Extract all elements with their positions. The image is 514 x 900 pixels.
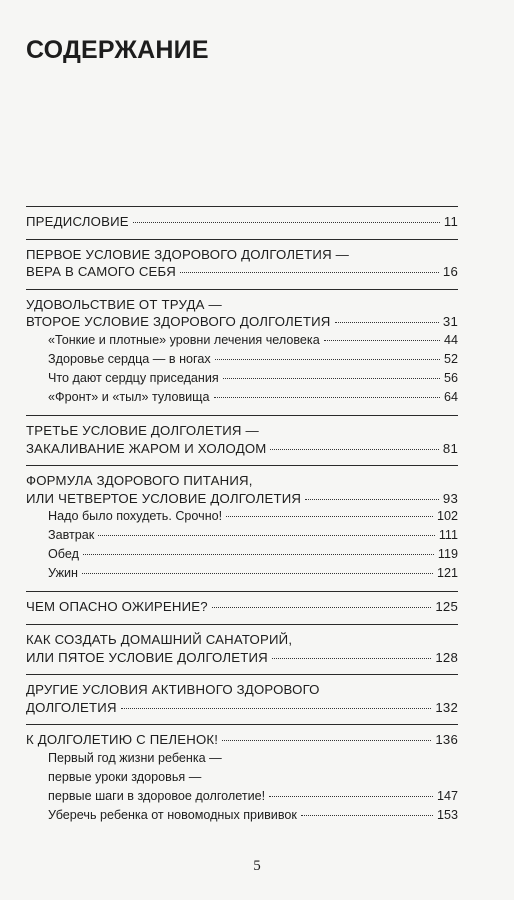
- dot-leader: [335, 322, 439, 323]
- toc-section: [26, 724, 458, 833]
- entry-page: 56: [443, 370, 458, 385]
- dot-leader: [83, 554, 434, 555]
- dot-leader: [214, 397, 440, 398]
- toc-subentry: [26, 388, 458, 407]
- toc-section: [26, 239, 458, 289]
- entry-page: 119: [437, 547, 458, 562]
- toc-section: [26, 465, 458, 591]
- dot-leader: [272, 658, 432, 659]
- entry-page: 52: [443, 351, 458, 366]
- entry-page: 136: [435, 732, 458, 748]
- entry-title: «Тонкие и плотные» уровни лечения человека: [48, 332, 320, 347]
- toc-entry: [26, 699, 458, 717]
- entry-page: 31: [442, 314, 458, 330]
- dot-leader: [98, 535, 435, 536]
- entry-page: 125: [435, 599, 458, 615]
- toc-entry: [26, 598, 458, 616]
- entry-title: ДОЛГОЛЕТИЯ: [26, 699, 117, 715]
- toc-subentry: [26, 331, 458, 350]
- entry-title: ИЛИ ПЯТОЕ УСЛОВИЕ ДОЛГОЛЕТИЯ: [26, 649, 268, 665]
- dot-leader: [226, 516, 433, 517]
- toc-subentry: [26, 507, 458, 526]
- entry-title: Ужин: [48, 566, 78, 581]
- toc-entry: [26, 313, 458, 331]
- entry-page: 153: [436, 807, 458, 822]
- toc-entry: [26, 472, 458, 490]
- entry-title: КАК СОЗДАТЬ ДОМАШНИЙ САНАТОРИЙ,: [26, 631, 293, 647]
- toc-entry: [26, 649, 458, 667]
- toc-entry: [26, 263, 458, 281]
- toc-subentry: [26, 768, 458, 787]
- entry-title: ПРЕДИСЛОВИЕ: [26, 214, 129, 229]
- toc-entry: [26, 731, 458, 749]
- entry-title: ПЕРВОЕ УСЛОВИЕ ЗДОРОВОГО ДОЛГОЛЕТИЯ —: [26, 246, 350, 262]
- entry-page: 44: [443, 332, 458, 347]
- entry-title: ФОРМУЛА ЗДОРОВОГО ПИТАНИЯ,: [26, 473, 253, 489]
- toc-entry: [26, 296, 458, 314]
- entry-title: Обед: [48, 547, 79, 562]
- dot-leader: [121, 708, 432, 709]
- entry-title: Что дают сердцу приседания: [48, 370, 219, 385]
- entry-title: ДРУГИЕ УСЛОВИЯ АКТИВНОГО ЗДОРОВОГО: [26, 682, 320, 698]
- dot-leader: [223, 378, 440, 379]
- toc-section: [26, 289, 458, 415]
- dot-leader: [212, 607, 432, 608]
- page-title: СОДЕРЖАНИЕ: [26, 36, 209, 64]
- entry-title: Уберечь ребенка от новомодных прививок: [48, 807, 297, 822]
- toc-subentry: [26, 545, 458, 564]
- entry-title: ТРЕТЬЕ УСЛОВИЕ ДОЛГОЛЕТИЯ —: [26, 422, 259, 438]
- entry-title: ЗАКАЛИВАНИЕ ЖАРОМ И ХОЛОДОМ: [26, 440, 267, 456]
- toc-subentry: [26, 787, 458, 806]
- entry-page: 64: [443, 389, 458, 404]
- entry-page: 111: [438, 528, 458, 543]
- dot-leader: [305, 499, 439, 500]
- entry-title: Первый год жизни ребенка —: [48, 750, 222, 765]
- toc-entry: [26, 440, 458, 458]
- entry-title: ЧЕМ ОПАСНО ОЖИРЕНИЕ?: [26, 599, 208, 615]
- toc-section: [26, 674, 458, 724]
- dot-leader: [270, 449, 438, 450]
- toc-entry: [26, 422, 458, 440]
- entry-page: 11: [443, 214, 458, 229]
- toc-entry: [26, 246, 458, 264]
- entry-page: 81: [442, 440, 458, 456]
- dot-leader: [180, 272, 439, 273]
- entry-page: 147: [436, 788, 458, 803]
- entry-page: 102: [436, 509, 458, 524]
- table-of-contents: [26, 206, 458, 833]
- toc-entry: [26, 490, 458, 508]
- toc-section: [26, 415, 458, 465]
- entry-title: «Фронт» и «тыл» туловища: [48, 389, 210, 404]
- toc-section: [26, 624, 458, 674]
- entry-title: первые уроки здоровья —: [48, 769, 202, 784]
- entry-title: первые шаги в здоровое долголетие!: [48, 788, 266, 803]
- entry-title: ИЛИ ЧЕТВЕРТОЕ УСЛОВИЕ ДОЛГОЛЕТИЯ: [26, 490, 302, 506]
- toc-subentry: [26, 806, 458, 825]
- dot-leader: [215, 359, 440, 360]
- dot-leader: [222, 740, 431, 741]
- entry-title: Завтрак: [48, 528, 95, 543]
- entry-page: 121: [436, 566, 458, 581]
- entry-page: 16: [442, 264, 458, 280]
- toc-entry: [26, 631, 458, 649]
- toc-subentry: [26, 350, 458, 369]
- entry-title: ВЕРА В САМОГО СЕБЯ: [26, 264, 176, 280]
- dot-leader: [324, 340, 440, 341]
- dot-leader: [301, 815, 433, 816]
- entry-title: ВТОРОЕ УСЛОВИЕ ЗДОРОВОГО ДОЛГОЛЕТИЯ: [26, 314, 331, 330]
- toc-entry: [26, 681, 458, 699]
- toc-entry: [26, 213, 458, 231]
- page-number: 5: [253, 858, 261, 874]
- entry-title: УДОВОЛЬСТВИЕ ОТ ТРУДА —: [26, 296, 222, 312]
- toc-subentry: [26, 526, 458, 545]
- entry-title: Здоровье сердца — в ногах: [48, 351, 211, 366]
- entry-title: Надо было похудеть. Срочно!: [48, 509, 223, 524]
- entry-page: 93: [442, 490, 458, 506]
- entry-title: К ДОЛГОЛЕТИЮ С ПЕЛЕНОК!: [26, 732, 219, 748]
- dot-leader: [269, 796, 433, 797]
- dot-leader: [82, 573, 433, 574]
- entry-page: 128: [435, 649, 458, 665]
- dot-leader: [133, 222, 440, 223]
- toc-subentry: [26, 369, 458, 388]
- toc-section: [26, 591, 458, 624]
- toc-subentry: [26, 564, 458, 583]
- toc-section: [26, 206, 458, 239]
- entry-page: 132: [435, 699, 458, 715]
- toc-subentry: [26, 749, 458, 768]
